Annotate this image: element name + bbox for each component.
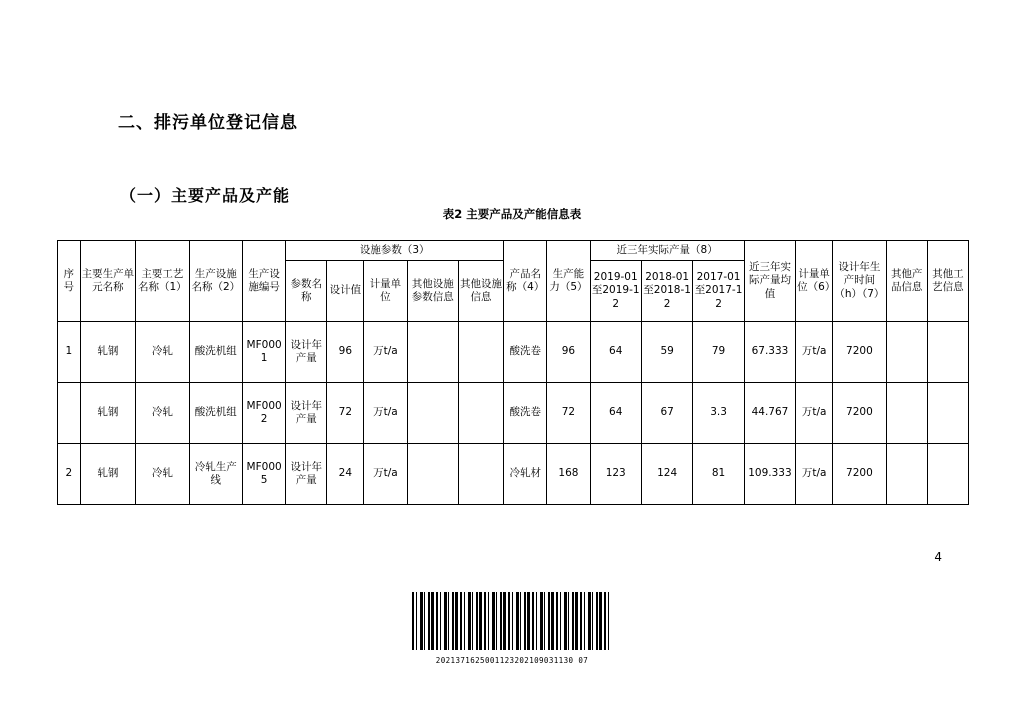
products-capacity-table-wrapper [57, 240, 969, 505]
cell-capacity: 168 [547, 444, 590, 505]
cell-param-name: 设计年产量 [286, 383, 327, 444]
cell-design-hours: 7200 [833, 444, 886, 505]
cell-facility-no: MF0001 [243, 322, 286, 383]
header-other-product-info: 其他产品信息 [886, 241, 927, 322]
subsection-title: （一）主要产品及产能 [120, 186, 291, 205]
header-group-recent-output: 近三年实际产量（8） [590, 241, 744, 261]
cell-unit-of-measure: 万t/a [364, 444, 407, 505]
table-group-header-row [58, 241, 969, 261]
section-title: 二、排污单位登记信息 [118, 113, 298, 133]
header-seq: 序号 [58, 241, 81, 322]
header-main-unit: 主要生产单元名称 [80, 241, 136, 322]
header-year-2018: 2018-01至2018-12 [641, 261, 692, 322]
cell-other-product-info [886, 383, 927, 444]
cell-unit-of-measure: 万t/a [364, 383, 407, 444]
cell-other-product-info [886, 322, 927, 383]
table-row [58, 444, 969, 505]
cell-other-param-info [407, 322, 458, 383]
cell-unit: 轧钢 [80, 444, 136, 505]
cell-y2017: 79 [693, 322, 744, 383]
cell-avg: 67.333 [744, 322, 795, 383]
table-caption: 表2 主要产品及产能信息表 [442, 207, 582, 221]
cell-product: 冷轧材 [504, 444, 547, 505]
header-group-facility-params: 设施参数（3） [286, 241, 504, 261]
cell-process: 冷轧 [136, 383, 189, 444]
cell-measure-unit: 万t/a [796, 322, 833, 383]
header-product-name: 产品名称（4） [504, 241, 547, 322]
products-capacity-table [57, 240, 969, 505]
cell-seq: 2 [58, 444, 81, 505]
table-row [58, 383, 969, 444]
header-main-process: 主要工艺名称（1） [136, 241, 189, 322]
header-year-2019: 2019-01至2019-12 [590, 261, 641, 322]
cell-facility: 冷轧生产线 [189, 444, 242, 505]
cell-facility: 酸洗机组 [189, 383, 242, 444]
cell-y2019: 64 [590, 322, 641, 383]
header-year-2017: 2017-01至2017-12 [693, 261, 744, 322]
cell-unit-of-measure: 万t/a [364, 322, 407, 383]
cell-unit: 轧钢 [80, 322, 136, 383]
cell-facility-no: MF0005 [243, 444, 286, 505]
header-other-facility-info: 其他设施信息 [458, 261, 503, 322]
cell-avg: 44.767 [744, 383, 795, 444]
header-design-value: 设计值 [327, 261, 364, 322]
cell-design-hours: 7200 [833, 322, 886, 383]
cell-facility-no: MF0002 [243, 383, 286, 444]
header-param-name: 参数名称 [286, 261, 327, 322]
header-other-param-info: 其他设施参数信息 [407, 261, 458, 322]
cell-capacity: 72 [547, 383, 590, 444]
cell-product: 酸洗卷 [504, 322, 547, 383]
cell-param-name: 设计年产量 [286, 444, 327, 505]
header-facility-name: 生产设施名称（2） [189, 241, 242, 322]
cell-process: 冷轧 [136, 322, 189, 383]
cell-other-facility-info [458, 444, 503, 505]
cell-other-process-info [927, 444, 968, 505]
cell-measure-unit: 万t/a [796, 444, 833, 505]
barcode-image [412, 592, 612, 650]
cell-design-hours: 7200 [833, 383, 886, 444]
barcode-number: 2021371625001123202109031130 07 [435, 656, 589, 665]
cell-y2017: 81 [693, 444, 744, 505]
cell-y2019: 64 [590, 383, 641, 444]
cell-design-value: 96 [327, 322, 364, 383]
cell-other-param-info [407, 383, 458, 444]
header-design-hours: 设计年生产时间（h）（7） [833, 241, 886, 322]
cell-measure-unit: 万t/a [796, 383, 833, 444]
cell-process: 冷轧 [136, 444, 189, 505]
cell-seq: 1 [58, 322, 81, 383]
cell-other-process-info [927, 322, 968, 383]
header-average-output: 近三年实际产量均值 [744, 241, 795, 322]
cell-unit: 轧钢 [80, 383, 136, 444]
cell-seq [58, 383, 81, 444]
barcode-area [0, 592, 1024, 665]
header-capacity: 生产能力（5） [547, 241, 590, 322]
page-number: 4 [934, 550, 942, 564]
header-facility-no: 生产设施编号 [243, 241, 286, 322]
cell-y2018: 67 [641, 383, 692, 444]
header-unit-of-measure: 计量单位 [364, 261, 407, 322]
cell-capacity: 96 [547, 322, 590, 383]
cell-design-value: 24 [327, 444, 364, 505]
cell-y2017: 3.3 [693, 383, 744, 444]
cell-other-facility-info [458, 383, 503, 444]
cell-avg: 109.333 [744, 444, 795, 505]
cell-y2018: 124 [641, 444, 692, 505]
table-row [58, 322, 969, 383]
header-other-process-info: 其他工艺信息 [927, 241, 968, 322]
cell-other-param-info [407, 444, 458, 505]
cell-y2018: 59 [641, 322, 692, 383]
cell-y2019: 123 [590, 444, 641, 505]
cell-facility: 酸洗机组 [189, 322, 242, 383]
header-measure-unit: 计量单位（6） [796, 241, 833, 322]
cell-design-value: 72 [327, 383, 364, 444]
cell-other-product-info [886, 444, 927, 505]
cell-other-facility-info [458, 322, 503, 383]
cell-param-name: 设计年产量 [286, 322, 327, 383]
cell-other-process-info [927, 383, 968, 444]
cell-product: 酸洗卷 [504, 383, 547, 444]
